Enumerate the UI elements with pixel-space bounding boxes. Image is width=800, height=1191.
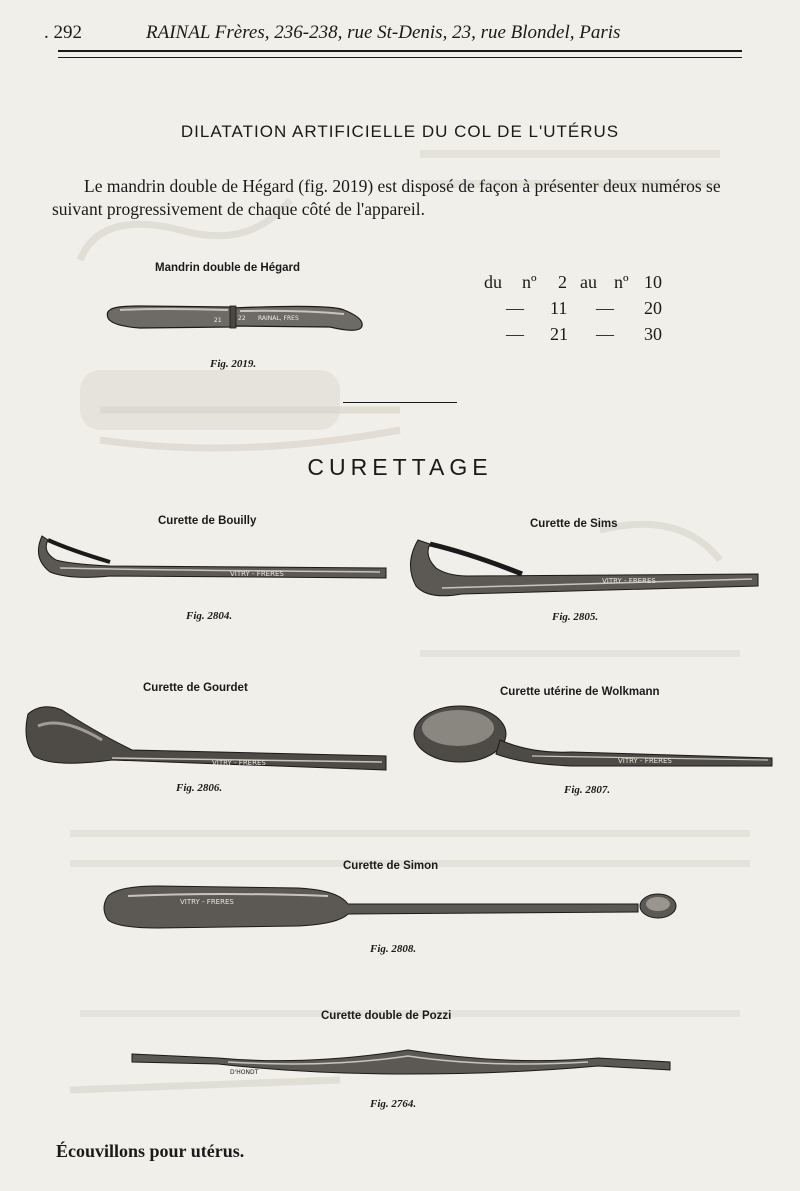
sims-engraving: VITRY - FRERES <box>602 577 656 585</box>
fig-2764: Fig. 2764. <box>370 1098 417 1110</box>
catalog-page: . 292 RAINAL Frères, 236-238, rue St-Denis, 23, rue Blondel, Paris DILATATION ARTIFICIELLE DU COL DE L'UTÉRUS Le mandrin double de Hégard (fig. 2019) est disposé de façon à présenter deux numéros se suivant progressivement de chaque côté de l'appareil. Mandrin double de Hégard 21 22 RAINAL, FRES Fig. 2019. du nº 2 au nº 10 — 11 — 20 — 21 — 30 CURETTAGE Curette de Bouilly VITRY - FRERES Fig. 2804. Curette de Sims VITRY - FRERES Fig. 2805. Curette de Gourdet VITRY - FRERES Fig. 2806. Curette utérine de Wolkmann VITRY - FRERES Fig. 2807. Curette de Simon VITRY - FRERES Fig. 2808. Curette double de Pozzi D'HONDT Fig. 2764. Écouvillons pour utérus. <box>0 0 800 1191</box>
fig-2019: Fig. 2019. <box>210 358 257 370</box>
page-number: . 292 <box>44 22 82 43</box>
simon-engraving: VITRY - FRERES <box>180 898 234 906</box>
fig-2804: Fig. 2804. <box>186 610 233 622</box>
wolkmann-label: Curette utérine de Wolkmann <box>500 686 660 698</box>
fig-2807: Fig. 2807. <box>564 784 611 796</box>
gourdet-engraving: VITRY - FRERES <box>212 759 266 767</box>
curette-bouilly-illustration <box>30 528 392 586</box>
curette-pozzi-illustration <box>128 1044 674 1078</box>
simon-label: Curette de Simon <box>343 860 439 872</box>
pozzi-engraving: D'HONDT <box>230 1069 259 1076</box>
fig-2805: Fig. 2805. <box>552 611 599 623</box>
pozzi-label: Curette double de Pozzi <box>321 1010 452 1022</box>
intro-paragraph: Le mandrin double de Hégard (fig. 2019) est disposé de façon à présenter deux numéros se suivant progressivement de chaque côté de l'appareil. <box>52 176 721 219</box>
curettage-title: CURETTAGE <box>307 454 493 480</box>
bouilly-label: Curette de Bouilly <box>158 515 257 527</box>
gourdet-label: Curette de Gourdet <box>143 682 248 694</box>
bouilly-engraving: VITRY - FRERES <box>230 570 284 578</box>
mandrin-engraving-22: 22 <box>238 315 246 322</box>
bleed-through-texture <box>40 90 760 1150</box>
mandrin-label: Mandrin double de Hégard <box>155 262 301 274</box>
curette-simon-illustration <box>98 880 702 936</box>
mandrin-engraving-21: 21 <box>214 317 222 324</box>
fig-2808: Fig. 2808. <box>370 943 417 955</box>
mandrin-engraving-maker: RAINAL, FRES <box>258 315 299 322</box>
sims-label: Curette de Sims <box>530 518 618 530</box>
ecouvillons-heading: Écouvillons pour utérus. <box>56 1141 245 1161</box>
mandrin-illustration <box>100 296 368 342</box>
publisher-address: RAINAL Frères, 236-238, rue St-Denis, 23, rue Blondel, Paris <box>146 22 621 43</box>
header-rule <box>58 50 742 58</box>
curette-wolkmann-illustration <box>412 702 776 772</box>
fig-2806: Fig. 2806. <box>176 782 223 794</box>
wolkmann-engraving: VITRY - FRERES <box>618 757 672 765</box>
section-title: DILATATION ARTIFICIELLE DU COL DE L'UTÉRUS <box>180 122 620 141</box>
section-divider <box>343 402 457 403</box>
curette-sims-illustration <box>402 534 764 602</box>
curette-gourdet-illustration <box>22 700 390 774</box>
running-header <box>44 22 742 48</box>
